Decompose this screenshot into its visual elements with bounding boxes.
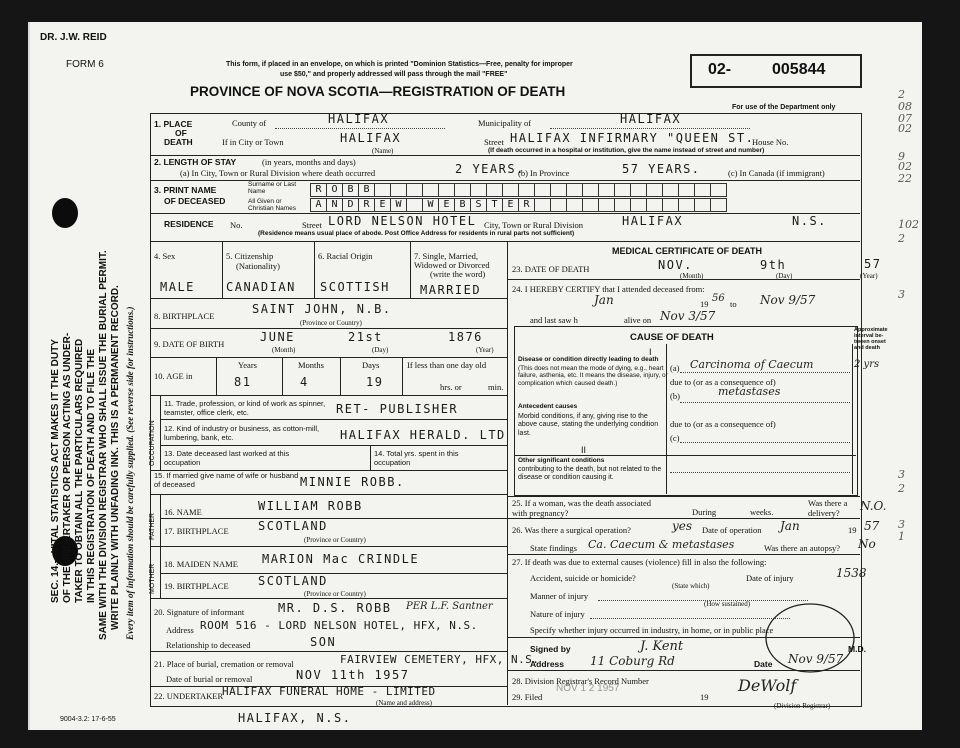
father-birthplace-value: SCOTLAND [258,519,328,533]
margin-code: 2 [898,232,905,245]
div-registrar-sub: (Division Registrar) [774,702,831,710]
delivery-label: Was there a delivery? [808,498,848,519]
during-label: During [692,507,717,517]
father-birthplace-sub: (Province or Country) [304,536,366,544]
mother-vertical-label: MOTHER [149,563,156,594]
letter-box: S [470,198,487,212]
notice-line-1: This form, if placed in an envelope, on which is printed "Dominion Statistics—Free, penalty for improper [226,61,573,68]
print-code: 9004-3.2: 17-6-55 [60,716,116,723]
letter-box [454,183,471,197]
wife-husband-label: 15. If married give name of wife or husband of deceased [154,471,299,490]
informant-value: MR. D.S. ROBB [278,601,392,615]
signed-by-label: Signed by [530,644,571,654]
birthplace-value: SAINT JOHN, N.B. [252,302,392,316]
informant-address-value: ROOM 516 - LORD NELSON HOTEL, HFX, N.S. [200,619,478,632]
signer-address-value: 11 Coburg Rd [590,654,675,668]
occupation-vertical-label: OCCUPATION [149,420,156,466]
approx-interval-label: Approximate interval be-tween onset and death [854,327,888,352]
relationship-value: SON [310,635,337,649]
industry-label: 12. Kind of industry or business, as cotton-mill, lumbering, bank, etc. [164,424,320,443]
cause-ii-label: II [581,445,587,455]
letter-box [566,183,583,197]
municipality-label: Municipality of [478,118,532,128]
due-to-a-label: due to (or as a consequence of) [670,377,776,387]
letter-box [390,183,407,197]
letter-box: B [342,183,359,197]
letter-box [470,183,487,197]
operation-19: 19 [848,525,857,535]
antecedent-body: Morbid conditions, if any, giving rise to the above cause, stating the underlying condition last. [518,413,659,437]
total-yrs-label: 14. Total yrs. spent in this occupation [374,449,459,468]
letter-box: O [326,183,343,197]
letter-box [422,183,439,197]
letter-box [566,198,583,212]
letter-box: E [502,198,519,212]
letter-box [374,183,391,197]
father-birthplace-label: 17. BIRTHPLACE [164,526,229,536]
margin-code: 22 [898,172,912,185]
letter-box [550,183,567,197]
autopsy-label: Was there an autopsy? [764,543,841,553]
letter-box [630,183,647,197]
dob-day-sub: (Day) [372,346,389,354]
age-days-label: Days [362,360,380,370]
birthplace-sub: (Province or Country) [300,319,362,327]
age-months-value: 4 [300,375,309,389]
registrar-signature: DeWolf [738,676,797,695]
signed-date-label: Date [754,659,773,669]
letter-box [406,183,423,197]
death-day-sub: (Day) [776,272,793,280]
autopsy-value: No [858,537,876,551]
medical-title: MEDICAL CERTIFICATE OF DEATH [612,246,762,256]
last-saw-label: and last saw h [530,315,578,325]
stay-city-label: (a) In City, Town or Rural Division where death occurred [180,168,376,178]
age-min-label: min. [488,382,504,392]
operation-date-label: Date of operation [702,525,762,535]
given-label: All Given or Christian Names [248,198,297,213]
letter-box [710,183,727,197]
letter-box [582,183,599,197]
undertaker-sub: (Name and address) [376,699,432,707]
letter-box: B [454,198,471,212]
letter-box [678,198,695,212]
residence-no-label: No. [230,220,243,230]
citizenship-value: CANADIAN [226,280,296,294]
letter-box [438,183,455,197]
birthplace-label: 8. BIRTHPLACE [154,311,215,321]
letter-box [518,183,535,197]
mother-maiden-value: MARION Mac CRINDLE [262,552,420,566]
death-month-value: NOV. [658,258,693,272]
cause-c-label: (c) [670,433,680,443]
margin-code: 3 [898,468,905,481]
cause-a-label: (a) [670,363,680,373]
attended-to-label: to [730,299,737,309]
cause-i-heading: Disease or condition directly leading to death [518,356,659,363]
house-no-label: House No. [752,137,789,147]
racial-value: SCOTTISH [320,280,390,294]
filed-label: 29. Filed [512,692,543,702]
undertaker-value: HALIFAX FUNERAL HOME - LIMITED [222,685,436,698]
trade-value: RET- PUBLISHER [336,402,459,416]
letter-box [614,198,631,212]
letter-box: R [358,198,375,212]
letter-box: A [310,198,327,212]
date-injury-label: Date of injury [746,573,794,583]
residence-street-value: LORD NELSON HOTEL [328,214,477,228]
place-of-death-label: 1. PLACE [154,119,193,129]
date-of-death-label: 23. DATE OF DEATH [512,264,590,274]
margin-code: 08 [898,100,912,113]
stay-province-value: 57 YEARS. [622,162,701,176]
city-value: HALIFAX [340,131,402,145]
undertaker-city-value: HALIFAX, N.S. [238,711,352,725]
letter-box [694,198,711,212]
margin-code: 1 [898,530,905,543]
margin-code: 9 [898,150,905,163]
margin-code: 02 [898,122,912,135]
letter-box [502,183,519,197]
informant-label: 20. Signature of informant [154,607,245,617]
sidebar-line-7: Every item of information should be carefully supplied. (See reverse side for instructions.) [125,306,135,640]
registration-number: 005844 [772,61,826,78]
letter-box [406,198,423,212]
letter-box: B [358,183,375,197]
citizenship-sub: (Nationality) [236,261,280,271]
findings-label: State findings [530,543,577,553]
relationship-label: Relationship to deceased [166,640,251,650]
burial-label: 21. Place of burial, cremation or removal [154,659,294,669]
signed-date-value: Nov 9/57 [788,652,844,666]
length-sub-label: (in years, months and days) [262,157,356,167]
attended-from-19: 19 [700,299,709,309]
residence-label: RESIDENCE [164,219,214,229]
age-label: 10. AGE in [154,371,193,381]
signer-address-label: Address [530,659,565,669]
sex-value: MALE [160,280,195,294]
margin-code: 3 [898,518,905,531]
notice-line-2: use $50," and properly addressed will pass through the mail "FREE" [280,71,508,78]
cause-a-value: Carcinoma of Caecum [690,358,814,371]
pen-circle-mark [760,600,860,678]
dob-label: 9. DATE OF BIRTH [154,339,225,349]
findings-value: Ca. Caecum & metastases [588,538,735,551]
street-label: Street [484,137,504,147]
street-value: HALIFAX INFIRMARY "QUEEN ST. [510,131,755,145]
death-year-value: 57 [864,257,882,271]
surname-boxes [310,183,726,199]
injury-margin-code: 1538 [836,566,867,580]
residence-province-value: N.S. [792,214,827,228]
surgical-label: 26. Was there a surgical operation? [512,525,631,535]
other-sig-body: contributing to the death, but not related to the disease or condition causing it. [518,466,662,482]
mother-maiden-label: 18. MAIDEN NAME [164,559,238,569]
margin-code: 3 [898,288,905,301]
attended-to-value: Nov 9/57 [760,293,816,307]
other-sig-heading: Other significant conditions [518,457,605,464]
letter-box [614,183,631,197]
margin-code: 102 [898,218,919,231]
cause-b-label: (b) [670,391,680,401]
letter-box [486,183,503,197]
city-label: If in City or Town [222,137,284,147]
burial-date-value: NOV 11th 1957 [296,668,410,682]
woman-label: 25. If a woman, was the death associated with pregnancy? [512,498,652,519]
weeks-label: weeks. [750,507,774,517]
letter-box [678,183,695,197]
hereby-label: 24. I HEREBY CERTIFY that I attended deceased from: [512,284,705,294]
cause-i-label: I [649,347,652,357]
burial-date-label: Date of burial or removal [166,674,253,684]
death-month-sub: (Month) [680,272,704,280]
municipality-value: HALIFAX [620,112,682,126]
county-value: HALIFAX [328,112,390,126]
div-record-label: 28. Division Registrar's Record Number [512,676,649,686]
dob-year-value: 1876 [448,330,483,344]
md-label: M.D. [848,644,866,654]
father-name-label: 16. NAME [164,507,202,517]
industry-value: HALIFAX HERALD. LTD [340,428,506,442]
operation-date-value: Jan [780,519,800,533]
attended-from-value: Jan [594,293,614,307]
residence-city-value: HALIFAX [622,214,684,228]
margin-code: 02 [898,160,912,173]
letter-box [598,183,615,197]
burial-place-value: FAIRVIEW CEMETERY, HFX, N.S. [340,653,540,666]
letter-box: R [310,183,327,197]
surname-label: Surname or Last Name [248,181,297,196]
name-sub-label: (Name) [372,147,394,155]
last-worked-label: 13. Date deceased last worked at this occupation [164,449,290,468]
last-saw-value: Nov 3/57 [660,309,716,323]
letter-box [694,183,711,197]
length-of-stay-label: 2. LENGTH OF STAY [154,157,237,167]
margin-code: 2 [898,88,905,101]
margin-code: 2 [898,482,905,495]
death-year-sub: (Year) [860,272,878,280]
letter-box [630,198,647,212]
letter-box: R [518,198,535,212]
attended-from-year-value: 56 [712,293,725,304]
marital-value: MARRIED [420,283,482,297]
form-number: FORM 6 [66,59,104,70]
marital-label: 7. Single, Married, Widowed or Divorced [414,251,490,271]
age-years-value: 81 [234,375,252,389]
letter-box [582,198,599,212]
letter-box: W [422,198,439,212]
cause-b-value: metastases [718,385,781,398]
age-months-label: Months [298,360,324,370]
dob-month-sub: (Month) [272,346,296,354]
citizenship-label: 5. Citizenship [226,251,274,261]
surgical-value: yes [672,519,693,533]
letter-box: E [438,198,455,212]
sidebar-line-6: WRITE PLAINLY WITH UNFADING INK. THIS IS A PERMANENT RECORD. [110,285,121,630]
state-which-sub: (State which) [672,582,710,590]
age-days-value: 19 [366,375,384,389]
sidebar-line-1: SEC. 14.—VITAL STATISTICS ACT MAKES IT THE DUTY [50,339,61,603]
sex-label: 4. Sex [154,251,176,261]
registration-prefix: 02- [708,61,732,78]
letter-box: T [486,198,503,212]
cause-title: CAUSE OF DEATH [630,332,714,343]
letter-box [534,198,551,212]
filed-19: 19 [700,692,709,702]
nature-label: Nature of injury [530,609,585,619]
wife-value: MINNIE ROBB. [300,475,405,489]
residence-note: (Residence means usual place of abode. Post Office Address for residents in rural parts not sufficient) [258,230,575,237]
letter-box [646,183,663,197]
external-label: 27. If death was due to external causes (violence) fill in also the following: [512,557,767,567]
signed-by-value: J. Kent [640,639,684,654]
informant-per-value: PER L.F. Santner [406,601,493,612]
sidebar-line-4: IN THIS REGISTRATION OF DEATH AND TO FILE THE [86,348,97,603]
racial-label: 6. Racial Origin [318,251,373,261]
dob-day-value: 21st [348,330,383,344]
letter-box: D [342,198,359,212]
sidebar-line-5: SAME WITH THE DIVISION REGISTRAR WHO SHALL ISSUE THE BURIAL PERMIT. [98,250,109,640]
letter-box [662,198,679,212]
sidebar-line-2: OF THE UNDERTAKER OR PERSON ACTING AS UNDER- [62,332,73,603]
manner-label: Manner of injury [530,591,589,601]
dob-year-sub: (Year) [476,346,494,354]
trade-label: 11. Trade, profession, or kind of work as spinner, teamster, office clerk, etc. [164,399,326,418]
letter-box: W [390,198,407,212]
specify-label: Specify whether injury occurred in industry, in home, or in public place [530,625,774,635]
father-name-value: WILLIAM ROBB [258,499,363,513]
marital-sub: (write the word) [430,269,486,279]
residence-city-label: City, Town or Rural Division [484,220,584,230]
place-of-death-label-2: OF [175,128,187,138]
mother-birthplace-label: 19. BIRTHPLACE [164,581,229,591]
cause-i-body: (This does not mean the mode of dying, e.g., heart failure, asthenia, etc. It means the disease, injury, or complication which caused death.) [518,365,668,387]
letter-box [710,198,727,212]
letter-box [550,198,567,212]
letter-box: E [374,198,391,212]
letter-box [662,183,679,197]
stay-province-label: (b) In Province [518,168,570,178]
sidebar-line-3: TAKER TO OBTAIN ALL THE PARTICULARS REQUIRED [74,338,85,603]
county-label: County of [232,118,267,128]
cause-interval-value: 2 yrs [854,359,880,370]
accident-label: Accident, suicide or homicide? [530,573,636,583]
residence-street-label: Street [302,220,322,230]
letter-box: N [326,198,343,212]
form-title: PROVINCE OF NOVA SCOTIA—REGISTRATION OF DEATH [190,84,566,99]
dob-month-value: JUNE [260,330,295,344]
alive-on-label: alive on [624,315,652,325]
age-years-label: Years [238,360,257,370]
undertaker-label: 22. UNDERTAKER [154,691,224,701]
place-of-death-label-3: DEATH [164,137,193,147]
operation-year-value: 57 [864,519,880,533]
print-name-label: 3. PRINT NAME [154,185,217,195]
antecedent-heading: Antecedent causes [518,403,578,410]
department-use-label: For use of the Department only [732,104,836,111]
due-to-b-label: due to (or as a consequence of) [670,419,776,429]
stay-city-value: 2 YEARS. [455,162,525,176]
age-hrs-label: hrs. or [440,382,462,392]
stay-canada-label: (c) In Canada (if immigrant) [728,168,825,178]
informant-address-label: Address [166,625,194,635]
of-deceased-label: OF DECEASED [164,196,226,206]
mother-birthplace-value: SCOTLAND [258,574,328,588]
father-vertical-label: FATHER [149,512,156,540]
pregnancy-value: N.O. [860,499,887,513]
mother-birthplace-sub: (Province or Country) [304,590,366,598]
doctor-stamp: DR. J.W. REID [40,32,107,43]
given-boxes [310,198,726,214]
letter-box [646,198,663,212]
hospital-note: (If death occurred in a hospital or institution, give the name instead of street and number) [488,147,765,154]
death-day-value: 9th [760,258,787,272]
received-stamp: NOV 1 2 1957 [556,683,620,694]
letter-box [534,183,551,197]
how-sustained-sub: (How sustained) [704,600,751,608]
age-less-label: If less than one day old [407,360,487,370]
margin-code: 07 [898,112,912,125]
letter-box [598,198,615,212]
